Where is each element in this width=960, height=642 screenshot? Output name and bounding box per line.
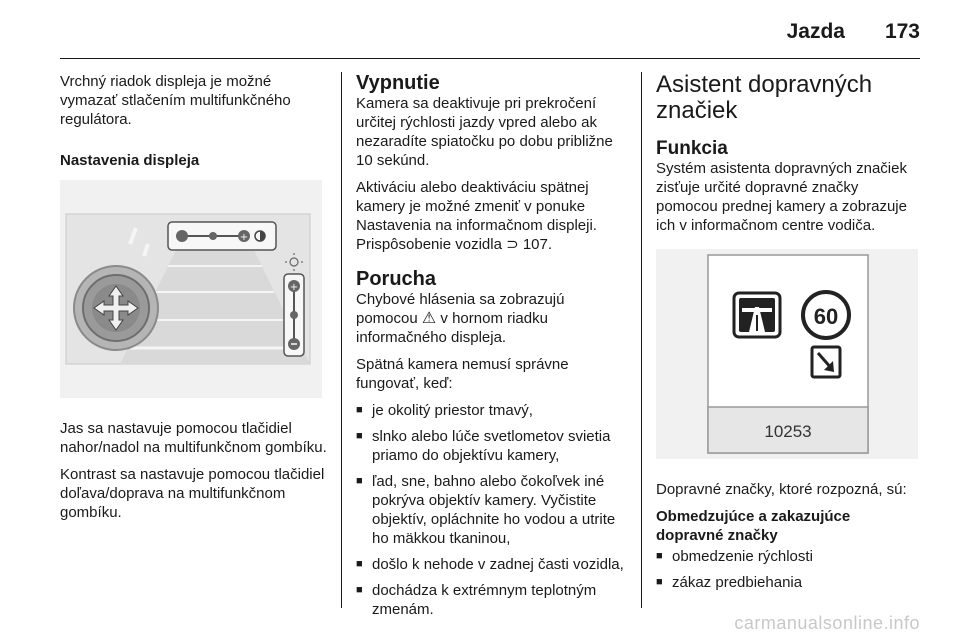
restrictive-signs-list: [656, 547, 920, 592]
watermark: carmanualsonline.info: [734, 613, 920, 633]
vypnutie-heading: Vypnutie: [356, 72, 440, 94]
driver-info-display-illustration: [656, 249, 918, 459]
section-title: Jazda: [786, 20, 845, 43]
restrictive-signs-heading: Obmedzujúce a zakazujúce dopravné značky: [656, 508, 851, 544]
porucha-bullet-list: [356, 401, 626, 619]
header-rule: [60, 58, 920, 59]
contrast-slider: [168, 222, 276, 250]
brightness-paragraph: Jas sa nastavuje pomocou tlačidiel nahor/nadol na multifunkčnom gombíku.: [60, 420, 327, 456]
intro-paragraph: Vrchný riadok displeja je možné vymazať stlačením multifunkčného regulátora.: [60, 73, 291, 128]
traffic-sign-figure: [656, 249, 920, 464]
list-item: ■ zákaz predbiehania: [656, 573, 920, 592]
warning-icon: ⚠: [421, 310, 437, 327]
column-left: [60, 72, 328, 530]
porucha-paragraph-2: Spätná kamera nemusí správne fungovať, keď:: [356, 356, 569, 392]
vypnutie-paragraph-1: Kamera sa deaktivuje pri prekročení určitej rýchlosti jazdy vpred alebo ak nezaradíte spiatočku po dobu približne 10 sekúnd.: [356, 95, 613, 169]
svg-text:+: +: [289, 282, 299, 293]
list-item: ■ slnko alebo lúče svetlometov svietia priamo do objektívu kamery,: [356, 427, 626, 465]
display-settings-figure: [60, 180, 328, 403]
porucha-text-a: Chybové hlásenia sa zobrazujú pomocou: [356, 291, 565, 327]
arrow-down-right-sign-icon: [812, 347, 840, 377]
recognized-signs-intro: Dopravné značky, ktoré rozpozná, sú:: [656, 481, 907, 498]
column-divider-1: [341, 72, 342, 608]
motorway-sign-icon: [734, 293, 780, 337]
multifunction-knob: [74, 266, 158, 350]
list-item: ■ došlo k nehode v zadnej časti vozidla,: [356, 555, 626, 574]
porucha-text-b: v hornom riadku informačného displeja.: [356, 310, 548, 346]
column-right: [656, 72, 920, 599]
speed-limit-value: 60: [813, 304, 839, 329]
funkcia-heading: Funkcia: [656, 138, 728, 159]
figure-id: 10253: [764, 422, 812, 441]
camera-display-illustration: [60, 180, 322, 398]
traffic-sign-assistant-title: Asistent dopravných značiek: [656, 71, 873, 124]
page-number: 173: [884, 20, 920, 43]
column-divider-2: [641, 72, 642, 608]
speed-limit-sign-icon: [803, 292, 849, 338]
svg-text:+: +: [239, 232, 249, 243]
list-item: ■ dochádza k extrémnym teplotným zmenám.: [356, 581, 626, 619]
column-middle: [356, 72, 626, 626]
contrast-paragraph: Kontrast sa nastavuje pomocou tlačidiel doľava/doprava na multifunkčnom gombíku.: [60, 466, 325, 521]
display-settings-heading: Nastavenia displeja: [60, 152, 200, 169]
porucha-paragraph-1: [356, 290, 626, 347]
porucha-heading: Porucha: [356, 268, 437, 290]
list-item: ■ obmedzenie rýchlosti: [656, 547, 920, 566]
list-item: ■ ľad, sne, bahno alebo čokoľvek iné pokrýva objektív kamery. Vyčistite objektív, opláchnite ho vodou a utrite ho mäkkou tkaninou,: [356, 472, 626, 548]
list-item: ■ je okolitý priestor tmavý,: [356, 401, 626, 420]
funkcia-paragraph: Systém asistenta dopravných značiek zisťuje určité dopravné značky pomocou prednej kamery a zobrazuje ich v informačnom centre vodiča.: [656, 160, 907, 234]
vypnutie-paragraph-2: Aktiváciu alebo deaktiváciu spätnej kamery je možné zmeniť v ponuke Nastavenia na informačnom displeji. Prispôsobenie vozidla ⊃ 107.: [356, 179, 597, 253]
